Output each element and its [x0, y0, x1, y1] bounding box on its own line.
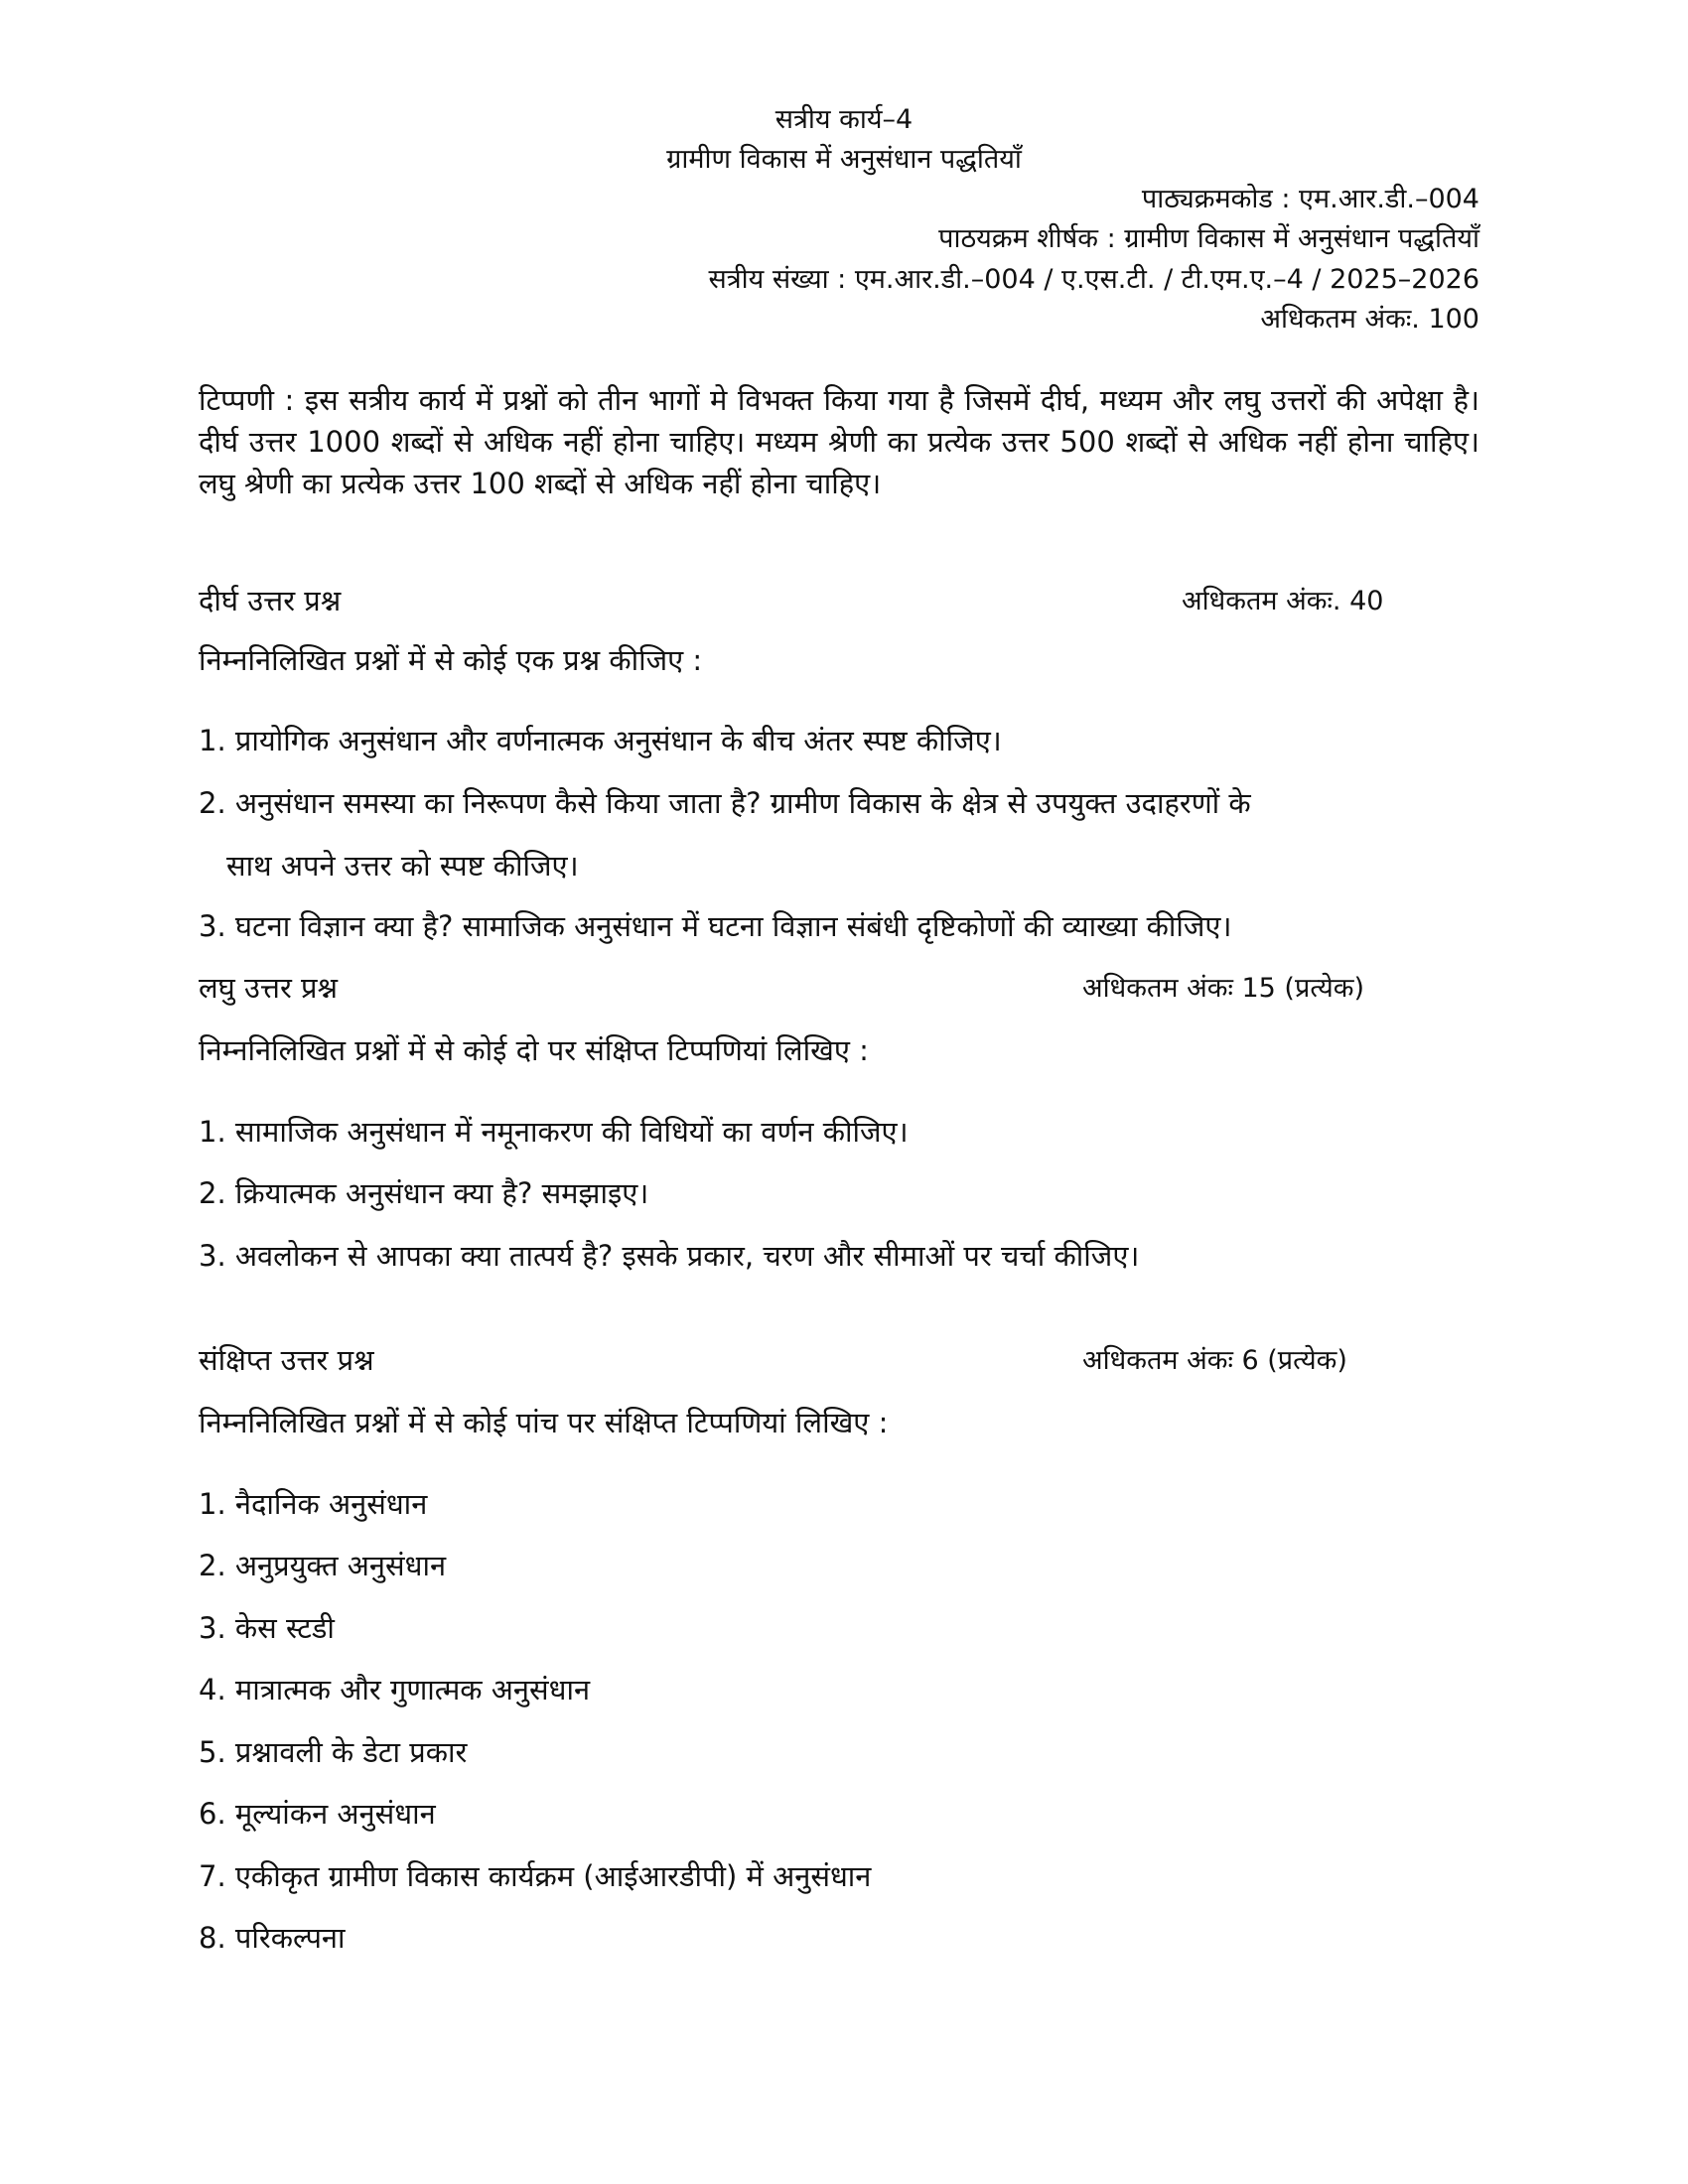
question-item: 1. नैदानिक अनुसंधान — [199, 1487, 428, 1521]
section-title-medium: लघु उत्तर प्रश्न — [199, 971, 339, 1005]
section-title-short: संक्षिप्त उत्तर प्रश्न — [199, 1343, 374, 1377]
instructions-note: टिप्पणी : इस सत्रीय कार्य में प्रश्नों को तीन भागों मे विभक्त किया गया है जिसमें दीर्घ, मध्यम और लघु उत्तरों की अपेक्षा है। दीर्घ उत्तर 1000 शब्दों से अधिक नहीं होना चाहिए। मध्यम श्रेणी का प्रत्येक उत्तर 500 शब्दों से अधिक नहीं होना चाहिए। लघु श्रेणी का प्रत्येक उत्तर 100 शब्दों से अधिक नहीं होना चाहिए। — [199, 383, 1479, 500]
section-instruction-long: निम्ननिलिखित प्रश्नों में से कोई एक प्रश्न कीजिए : — [199, 643, 703, 677]
course-title: पाठयक्रम शीर्षक : ग्रामीण विकास में अनुसंधान पद्धतियाँ — [938, 223, 1479, 254]
question-item: 1. प्रायोगिक अनुसंधान और वर्णनात्मक अनुसंधान के बीच अंतर स्पष्ट कीजिए। — [199, 724, 1002, 757]
question-item: 5. प्रश्नावली के डेटा प्रकार — [199, 1735, 468, 1769]
course-code: पाठ्यक्रमकोड : एम.आर.डी.–004 — [1141, 184, 1479, 214]
section-marks-medium: अधिकतम अंकः 15 (प्रत्येक) — [1082, 973, 1365, 1004]
question-item: 3. केस स्टडी — [199, 1611, 335, 1645]
max-marks: अधिकतम अंकः. 100 — [1260, 304, 1479, 335]
question-item: 4. मात्रात्मक और गुणात्मक अनुसंधान — [199, 1673, 591, 1706]
section-instruction-medium: निम्ननिलिखित प्रश्नों में से कोई दो पर संक्षिप्त टिप्पणियां लिखिए : — [199, 1033, 869, 1067]
section-title-long: दीर्घ उत्तर प्रश्न — [199, 584, 342, 617]
question-item: 2. अनुसंधान समस्या का निरूपण कैसे किया जाता है? ग्रामीण विकास के क्षेत्र से उपयुक्त उदाहरणों के — [199, 786, 1251, 820]
question-item: 3. अवलोकन से आपका क्या तात्पर्य है? इसके प्रकार, चरण और सीमाओं पर चर्चा कीजिए। — [199, 1239, 1140, 1273]
question-item: 6. मूल्यांकन अनुसंधान — [199, 1797, 436, 1831]
section-instruction-short: निम्ननिलिखित प्रश्नों में से कोई पांच पर संक्षिप्त टिप्पणियां लिखिए : — [199, 1406, 889, 1439]
question-item-continuation: साथ अपने उत्तर को स्पष्ट कीजिए। — [226, 849, 579, 883]
question-item: 1. सामाजिक अनुसंधान में नमूनाकरण की विधियों का वर्णन कीजिए। — [199, 1115, 909, 1149]
question-item: 2. अनुप्रयुक्त अनुसंधान — [199, 1549, 447, 1582]
section-marks-short: अधिकतम अंकः 6 (प्रत्येक) — [1082, 1345, 1347, 1376]
question-item: 3. घटना विज्ञान क्या है? सामाजिक अनुसंधान में घटना विज्ञान संबंधी दृष्टिकोणों की व्याख्या कीजिए। — [199, 909, 1232, 943]
question-item: 8. परिकल्पना — [199, 1921, 346, 1955]
assignment-title: सत्रीय कार्य–4 — [774, 104, 914, 135]
section-marks-long: अधिकतम अंकः. 40 — [1182, 586, 1384, 616]
question-item: 7. एकीकृत ग्रामीण विकास कार्यक्रम (आईआरडीपी) में अनुसंधान — [199, 1859, 872, 1893]
assignment-number: सत्रीय संख्या : एम.आर.डी.–004 / ए.एस.टी. / टी.एम.ए.–4 / 2025–2026 — [708, 264, 1479, 295]
course-name: ग्रामीण विकास में अनुसंधान पद्धतियाँ — [666, 144, 1022, 175]
question-item: 2. क्रियात्मक अनुसंधान क्या है? समझाइए। — [199, 1176, 649, 1210]
